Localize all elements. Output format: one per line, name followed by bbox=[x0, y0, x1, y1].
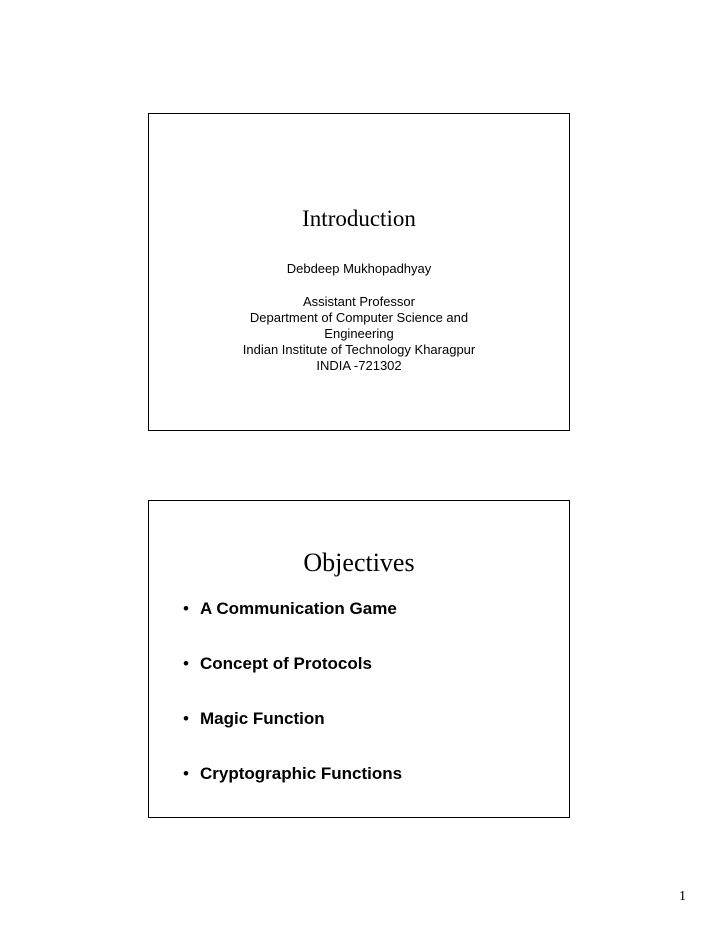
bullet-icon: • bbox=[183, 709, 189, 728]
slide-title: Introduction bbox=[302, 206, 416, 231]
author-institute: Indian Institute of Technology Kharagpur bbox=[242, 342, 476, 357]
author-department: Department of Computer Science and Engineering bbox=[249, 310, 469, 341]
author-position: Assistant Professor bbox=[303, 294, 415, 309]
bullet-text: Cryptographic Functions bbox=[200, 764, 403, 783]
slide-objectives bbox=[148, 500, 570, 818]
list-item bbox=[183, 764, 402, 819]
bullet-text: Magic Function bbox=[200, 709, 325, 728]
page-number: 1 bbox=[679, 889, 686, 904]
list-item bbox=[183, 654, 402, 709]
list-item bbox=[183, 709, 402, 764]
bullet-text: A Communication Game bbox=[200, 599, 397, 618]
list-item bbox=[183, 599, 402, 654]
author-name: Debdeep Mukhopadhyay bbox=[286, 261, 432, 276]
author-block bbox=[149, 261, 569, 374]
bullet-icon: • bbox=[183, 764, 189, 783]
bullet-icon: • bbox=[183, 654, 189, 673]
bullet-list bbox=[183, 599, 402, 819]
slide-title: Objectives bbox=[303, 548, 415, 577]
slide-introduction bbox=[148, 113, 570, 431]
bullet-icon: • bbox=[183, 599, 189, 618]
author-address: INDIA -721302 bbox=[316, 358, 402, 373]
bullet-text: Concept of Protocols bbox=[200, 654, 372, 673]
